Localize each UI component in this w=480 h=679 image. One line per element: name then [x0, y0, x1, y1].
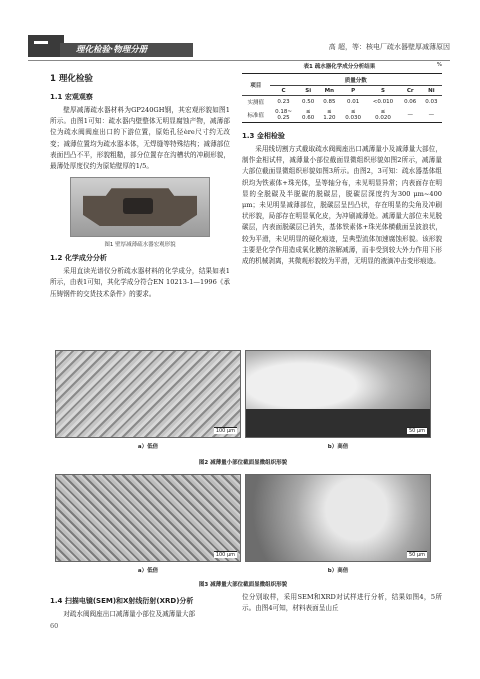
column-header: Cr — [406, 87, 414, 94]
figure-2a-micrograph — [55, 350, 241, 438]
scale-bar: 50 μm — [408, 552, 425, 558]
column-header: Ni — [428, 87, 435, 94]
right-column — [242, 62, 442, 267]
figure-3a-label: a）低倍 — [137, 568, 159, 574]
table-1-title — [242, 62, 442, 70]
table-cell: 0.06 — [404, 98, 417, 105]
subsection-title: 1.1 宏观观察 — [50, 93, 93, 101]
table-cell: ≤ 1.20 — [323, 108, 336, 121]
subsection-title: 1.4 扫描电镜(SEM)和X射线衍射(XRD)分析 — [50, 597, 194, 605]
row-label: 标准值 — [247, 112, 265, 119]
figure-2-caption: 图2 减薄量小部位截面显微组织形貌 — [198, 460, 288, 466]
subsection-title: 1.2 化学成分分析 — [50, 254, 107, 263]
scale-bar: 100 μm — [215, 552, 235, 558]
paragraph: 对疏水阀阀座出口减薄量小部位及减薄量大部 — [63, 610, 196, 618]
column-header: Mn — [324, 87, 335, 94]
table-row — [242, 107, 442, 123]
figure-1-caption: 图1 壁厚减薄疏水器宏观形貌 — [104, 242, 176, 249]
page-number: 60 — [50, 622, 59, 630]
figure-2b-micrograph — [245, 350, 431, 438]
group-header: 质量分数 — [344, 77, 367, 84]
column-header-row — [242, 86, 442, 96]
row-label: 实测值 — [247, 99, 265, 106]
paragraph: 位分别取样，采用SEM和XRD对试样进行分析，结果如图4，5所示。由图4可知，材料表面呈山丘 — [242, 593, 442, 613]
journal-name: 理化检验·物理分册 — [60, 43, 193, 57]
table-cell: 0.23 — [277, 98, 290, 105]
table-cell: 0.03 — [425, 98, 438, 105]
figure-3-caption: 图3 减薄量大部位截面显微组织形貌 — [198, 582, 288, 588]
subsection-title: 1.3 金相检验 — [242, 132, 285, 140]
table-cell: <0.010 — [372, 98, 394, 105]
figure-3b-micrograph — [245, 474, 431, 562]
table-unit: % — [436, 62, 442, 68]
bottom-left-text — [50, 592, 230, 620]
figure-3a-micrograph — [55, 474, 241, 562]
left-column — [50, 66, 230, 300]
table-cell: ≤ 0.020 — [375, 108, 391, 121]
column-header: S — [380, 87, 385, 94]
column-header: P — [351, 87, 356, 94]
table-cell: — — [428, 111, 435, 118]
column-header: Si — [305, 87, 312, 94]
section-title: 1 理化检验 — [50, 74, 93, 84]
table-cell: — — [407, 111, 413, 118]
table-cell: ≤ 0.60 — [302, 108, 315, 121]
table-cell: 0.18~ 0.25 — [275, 108, 292, 121]
figure-2b-label: b）高倍 — [327, 444, 349, 450]
paragraph: 采用线切割方式截取疏水阀阀座出口减薄量小及减薄量大部位，制作金相试样，减薄量小部位截面显微组织形貌如图2所示，减薄量大部位截面显微组织形貌如图3所示。由图2，3可知：疏水器基体组织均为铁素体+珠光体，呈等轴分布，未见明显异常；内表面存在明显的全脱碳及半脱碳的脱碳层，脱碳层深度约为300 μm~400 μm；未见明显减薄部位，脱碳层呈凹凸状，存在明显的尖角及冲刷状形貌，局部存在明显氧化皮，为冲刷减薄处。减薄量大部位未见脱碳层，内表面脱碳层已消失，基体铁素体+珠光体横截面呈波浪状，较为平滑，未见明显的硬化痕迹，呈典型流体加速腐蚀形貌。该形貌主要是化学作用造成氧化膜的溶解减薄，而非受到较大外力作用下形成的机械剥离，其微观形貌较为平滑，无明显的液滴冲击变形痕迹。 — [242, 145, 442, 266]
table-cell: 0.50 — [302, 98, 315, 105]
bottom-right-text — [242, 592, 442, 614]
journal-logo — [28, 35, 193, 57]
table-title-text: 表1 疏水器化学成分分析结果 — [303, 64, 376, 70]
row-label-header: 项目 — [250, 82, 262, 89]
logo-mark — [28, 35, 64, 57]
chemical-composition-table — [242, 73, 442, 123]
table-cell: 0.01 — [347, 98, 360, 105]
table-row — [242, 96, 442, 108]
table-cell: ≤ 0.030 — [345, 108, 362, 121]
figure-1-photo — [70, 177, 210, 237]
running-head: 高 超，等：核电厂疏水器壁厚减薄原因 — [328, 43, 450, 51]
scale-bar: 100 μm — [215, 428, 235, 434]
mounting-resin — [246, 409, 430, 437]
casting-opening — [123, 198, 153, 214]
table-cell: 0.85 — [323, 98, 336, 105]
paragraph: 壁厚减薄疏水器材料为GP240GH钢，其宏观形貌如图1所示。由图1可知：疏水器内壁整体无明显腐蚀产物，减薄部位为疏水阀阀座出口的下游位置，原始孔径ère尺寸约无改变；减薄位置均为疏水器本体，无焊缝等特殊结构；减薄部位表面凹凸不平，形貌粗糙，部分位置存在沟槽状的冲刷形貌，最薄处厚度仪约为原始壁厚的1/5。 — [50, 106, 230, 171]
paragraph: 采用直读光谱仪分析疏水器材料的化学成分，结果如表1所示，由表1可知，其化学成分符合EN 10213-1—1996《承压铸钢件的交货技术条件》的要求。 — [50, 267, 230, 298]
figure-3b-label: b）高倍 — [327, 568, 349, 574]
header-rule — [28, 60, 450, 61]
scale-bar: 50 μm — [408, 428, 425, 434]
figure-2a-label: a）低倍 — [137, 444, 159, 450]
column-header: C — [281, 87, 286, 94]
